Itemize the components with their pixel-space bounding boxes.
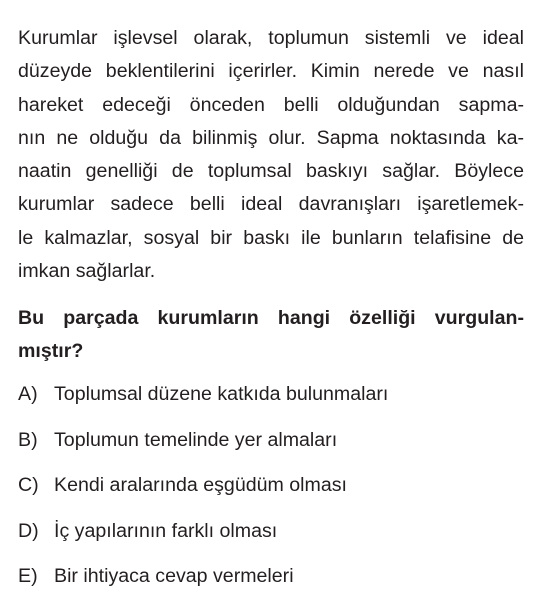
option-letter: B) xyxy=(18,428,38,451)
question-line: mıştır? xyxy=(18,340,84,362)
option-a[interactable] xyxy=(18,378,524,424)
passage-line: düzeyde beklentilerini içerirler. Kimin nerede ve nasıl xyxy=(18,60,524,83)
option-c[interactable] xyxy=(18,469,524,515)
option-e[interactable] xyxy=(18,560,524,606)
passage-line: naatin genelliği de toplumsal baskıyı sağlar. Böylece xyxy=(18,160,524,183)
option-text: Kendi aralarında eşgüdüm olması xyxy=(54,474,347,497)
passage-line: nın ne olduğu da bilinmiş olur. Sapma noktasında ka- xyxy=(18,126,524,149)
passage-line: le kalmazlar, sosyal bir baskı ile bunların telafisine de xyxy=(18,226,524,249)
option-text: İç yapılarının farklı olması xyxy=(54,519,278,542)
option-text: Toplumun temelinde yer almaları xyxy=(54,428,338,451)
question-stem xyxy=(18,302,524,368)
option-letter: A) xyxy=(18,383,38,405)
option-b[interactable] xyxy=(18,424,524,470)
option-letter: D) xyxy=(18,519,39,542)
option-letter: C) xyxy=(18,474,39,497)
passage-paragraph xyxy=(18,22,524,288)
question-line: Bu parçada kurumların hangi özelliği vurgulan- xyxy=(18,307,524,329)
passage-line: kurumlar sadece belli ideal davranışları işaretlemek- xyxy=(18,193,524,216)
passage-line: Kurumlar işlevsel olarak, toplumun sistemli ve ideal xyxy=(18,27,524,49)
option-letter: E) xyxy=(18,565,38,588)
passage-line: hareket edeceği önceden belli olduğundan sapma- xyxy=(18,93,524,116)
option-d[interactable] xyxy=(18,515,524,561)
option-text: Toplumsal düzene katkıda bulunmaları xyxy=(54,383,389,405)
passage-line: imkan sağlarlar. xyxy=(18,260,156,283)
option-text: Bir ihtiyaca cevap vermeleri xyxy=(54,565,294,588)
answer-options xyxy=(18,378,524,606)
